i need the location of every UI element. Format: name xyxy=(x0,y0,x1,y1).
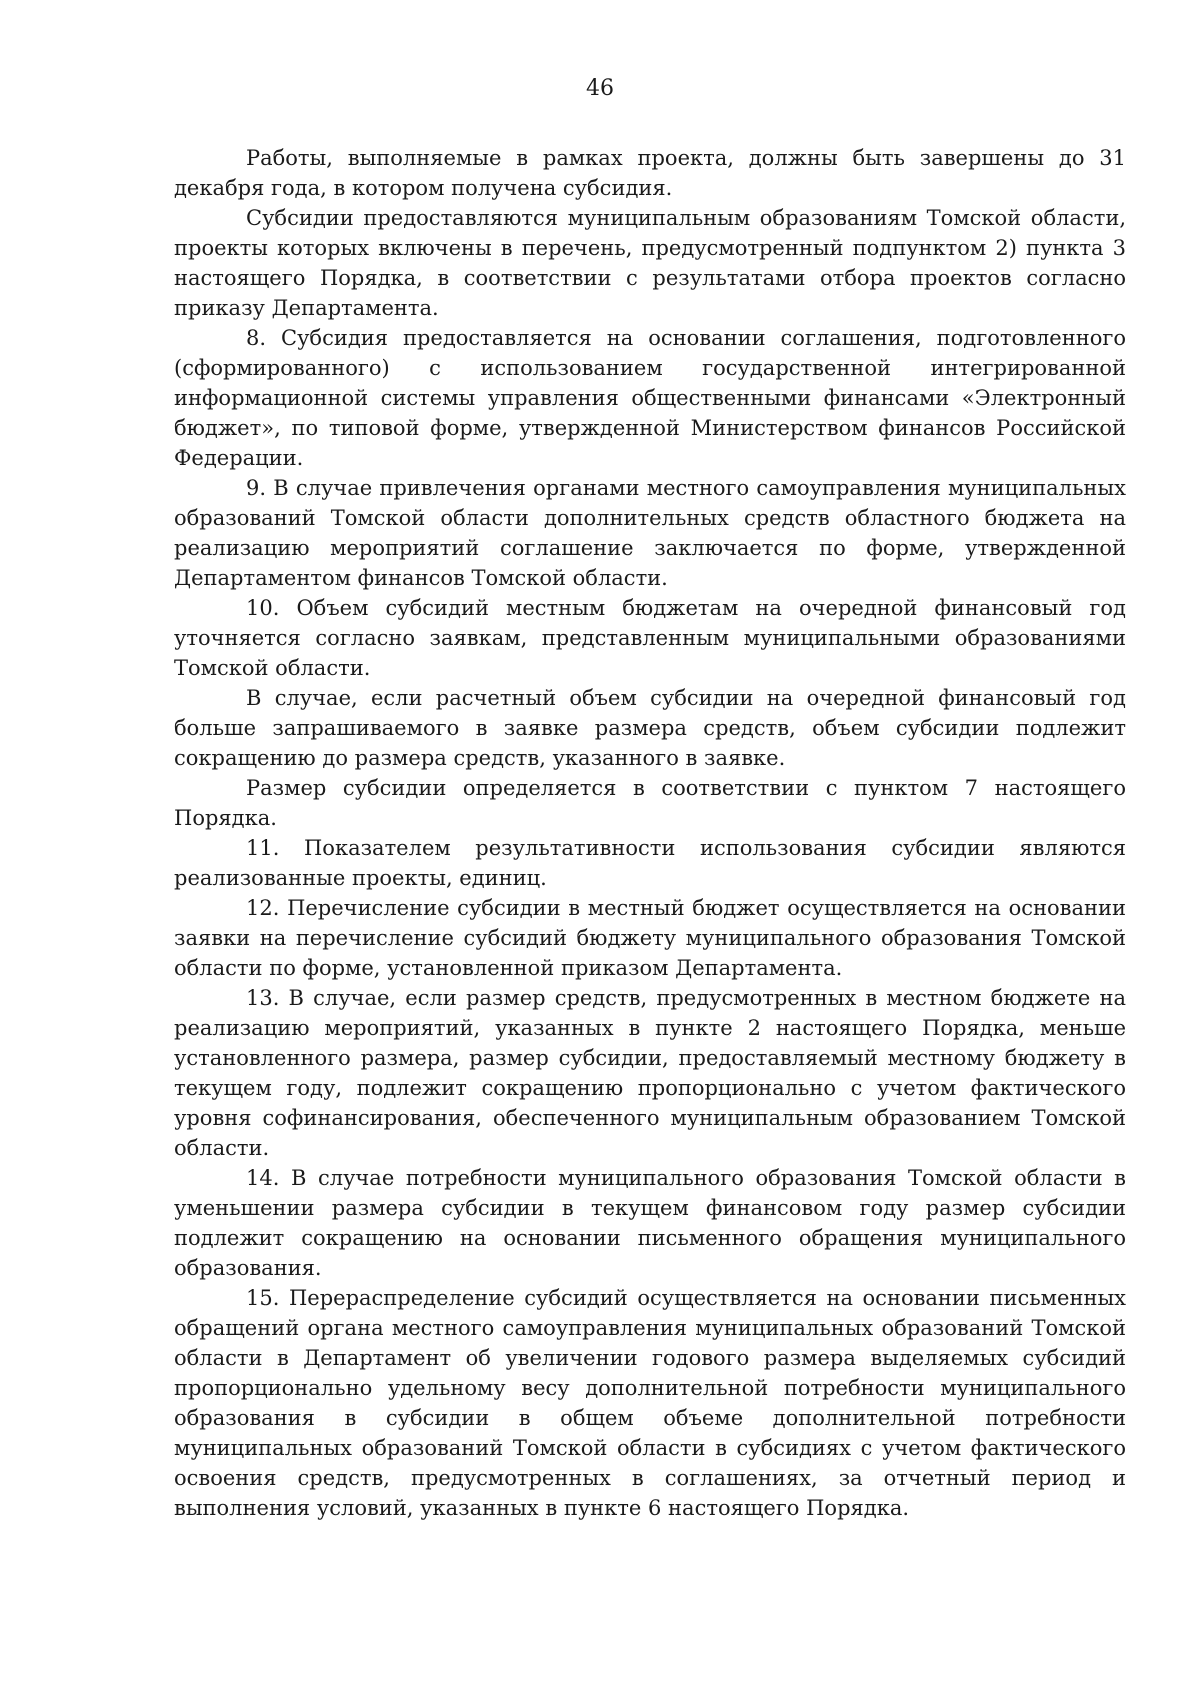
paragraph-item-8: 8. Субсидия предоставляется на основании соглашения, подготовленного (сформированного) с использованием государственной интегрированной информационной системы управления общественными финансами «Электронный бюджет», по типовой форме, утвержденной Министерством финансов Российской Федерации. xyxy=(174,326,1126,470)
paragraph-volume-reduction: В случае, если расчетный объем субсидии на очередной финансовый год больше запрашиваемого в заявке размера средств, объем субсидии подлежит сокращению до размера средств, указанного в заявке. xyxy=(174,686,1126,770)
paragraph-size-definition: Размер субсидии определяется в соответствии с пунктом 7 настоящего Порядка. xyxy=(174,776,1126,830)
paragraph-item-13: 13. В случае, если размер средств, предусмотренных в местном бюджете на реализацию мероприятий, указанных в пункте 2 настоящего Порядка, меньше установленного размера, размер субсидии, предоставляемый местному бюджету в текущем году, подлежит сокращению пропорционально с учетом фактического уровня софинансирования, обеспеченного муниципальным образованием Томской области. xyxy=(174,986,1126,1160)
page-number: 46 xyxy=(586,76,614,101)
paragraph-works-deadline: Работы, выполняемые в рамках проекта, должны быть завершены до 31 декабря года, в котором получена субсидия. xyxy=(174,146,1126,200)
paragraph-item-14: 14. В случае потребности муниципального образования Томской области в уменьшении размера субсидии в текущем финансовом году размер субсидии подлежит сокращению на основании письменного обращения муниципального образования. xyxy=(174,1166,1126,1280)
paragraph-item-12: 12. Перечисление субсидии в местный бюджет осуществляется на основании заявки на перечисление субсидий бюджету муниципального образования Томской области по форме, установленной приказом Департамента. xyxy=(174,896,1126,980)
paragraph-item-10: 10. Объем субсидий местным бюджетам на очередной финансовый год уточняется согласно заявкам, представленным муниципальными образованиями Томской области. xyxy=(174,596,1126,680)
paragraph-subsidy-recipients: Субсидии предоставляются муниципальным образованиям Томской области, проекты которых включены в перечень, предусмотренный подпунктом 2) пункта 3 настоящего Порядка, в соответствии с результатами отбора проектов согласно приказу Департамента. xyxy=(174,206,1126,320)
paragraph-item-11: 11. Показателем результативности использования субсидии являются реализованные проекты, единиц. xyxy=(174,836,1126,890)
paragraph-item-15: 15. Перераспределение субсидий осуществляется на основании письменных обращений органа местного самоуправления муниципальных образований Томской области в Департамент об увеличении годового размера выделяемых субсидий пропорционально удельному весу дополнительной потребности муниципального образования в субсидии в общем объеме дополнительной потребности муниципальных образований Томской области в субсидиях с учетом фактического освоения средств, предусмотренных в соглашениях, за отчетный период и выполнения условий, указанных в пункте 6 настоящего Порядка. xyxy=(174,1286,1126,1520)
paragraph-item-9: 9. В случае привлечения органами местного самоуправления муниципальных образований Томской области дополнительных средств областного бюджета на реализацию мероприятий соглашение заключается по форме, утвержденной Департаментом финансов Томской области. xyxy=(174,476,1126,590)
document-body xyxy=(174,143,1126,1523)
